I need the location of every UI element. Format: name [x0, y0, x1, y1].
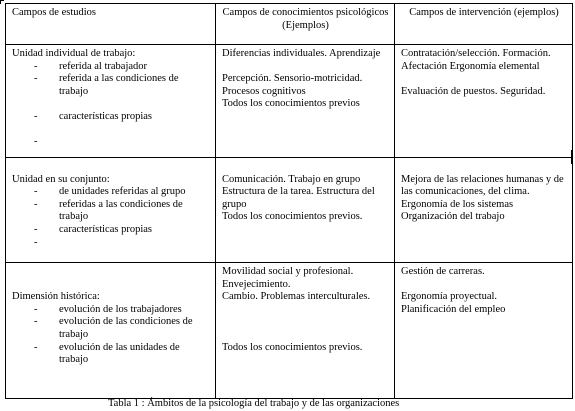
intervention-line: Mejora de las relaciones humanas y de las comunicaciones, del clima.: [401, 173, 564, 198]
knowledge-cell: [216, 45, 395, 158]
knowledge-line: Estructura de la tarea. Estructura del grupo: [222, 186, 375, 210]
list-item: [12, 124, 210, 137]
table-row: [6, 45, 573, 158]
knowledge-cell: [216, 263, 395, 399]
intervention-line: Organización del trabajo: [401, 211, 505, 223]
intervention-cell: [395, 45, 573, 158]
knowledge-line: Todos los conocimientos previos.: [222, 211, 363, 223]
blank-line: [222, 161, 389, 174]
knowledge-cell: [216, 158, 395, 263]
blank-line: [12, 161, 210, 174]
dash-list: [12, 186, 210, 249]
intervention-line: Planificación del empleo: [401, 303, 506, 315]
blank-line: [401, 279, 567, 292]
intervention-cell: [395, 263, 573, 399]
blank-line: [401, 161, 567, 174]
study-cell: [6, 158, 216, 263]
dash-list: [12, 61, 210, 149]
blank-line: [401, 73, 567, 86]
knowledge-line: Cambio. Problemas interculturales.: [222, 291, 371, 303]
list-item: - evolución de las condiciones de trabajo: [34, 316, 193, 340]
intervention-line: Contratación/selección. Formación.: [401, 48, 551, 59]
study-cell: [6, 263, 216, 399]
table-header-row: [6, 4, 573, 45]
list-item: - referida a las condiciones de trabajo: [34, 73, 179, 97]
blank-line: [222, 304, 389, 317]
blank-line: [222, 316, 389, 329]
margin-mark: [571, 150, 572, 164]
study-cell: [6, 45, 216, 158]
list-item: - evolución de los trabajadores: [34, 303, 182, 315]
header-knowledge-fields: Campos de conocimientos psicológicos (Ejemplos): [216, 4, 395, 45]
blank-line: [12, 266, 210, 279]
list-item: - características propias: [34, 223, 152, 235]
row-title: Unidad en su conjunto:: [12, 173, 110, 185]
intervention-line: Ergonomía de los sistemas: [401, 198, 514, 210]
list-item: - referida al trabajador: [34, 60, 148, 72]
knowledge-line: Todos los conocimientos previos: [222, 98, 360, 110]
knowledge-line: Envejecimiento.: [222, 278, 291, 290]
header-study-fields: Campos de estudios: [6, 4, 216, 45]
list-item: - evolución de las unidades de trabajo: [34, 341, 180, 366]
dash-list: [12, 304, 210, 367]
list-item: -: [34, 236, 38, 248]
knowledge-line: Comunicación. Trabajo en grupo: [222, 173, 361, 185]
table-row: [6, 263, 573, 399]
knowledge-line: Diferencias individuales. Aprendizaje: [222, 48, 381, 59]
intervention-line: Ergonomía proyectual.: [401, 291, 498, 303]
row-title: Unidad individual de trabajo:: [12, 48, 136, 59]
page-corner-mark: [0, 0, 4, 4]
list-item: - referidas a las condiciones de trabajo: [34, 198, 183, 223]
intervention-line: Evaluación de puestos. Seguridad.: [401, 85, 546, 97]
knowledge-line: Procesos cognitivos: [222, 85, 306, 97]
blank-line: [222, 61, 389, 74]
blank-line: [12, 279, 210, 292]
intervention-cell: [395, 158, 573, 263]
row-title: Dimensión histórica:: [12, 291, 100, 303]
table-row: [6, 158, 573, 263]
knowledge-line: Todos los conocimientos previos.: [222, 341, 363, 353]
knowledge-line: Percepción. Sensorio-motricidad.: [222, 73, 363, 85]
header-intervention-fields: Campos de intervención (ejemplos): [395, 4, 573, 45]
list-item: - de unidades referidas al grupo: [34, 186, 186, 198]
knowledge-line: Movilidad social y profesional.: [222, 266, 354, 277]
fields-table: [5, 3, 573, 399]
intervention-line: Gestión de carreras.: [401, 266, 485, 277]
blank-line: [222, 329, 389, 342]
list-item: [12, 98, 210, 111]
list-item: - características propias: [34, 110, 152, 122]
table-caption: Tabla 1 : Ámbitos de la psicología del trabajo y de las organizaciones: [108, 398, 400, 409]
intervention-line: Afectación Ergonomía elemental: [401, 60, 540, 72]
list-item: -: [34, 136, 38, 148]
